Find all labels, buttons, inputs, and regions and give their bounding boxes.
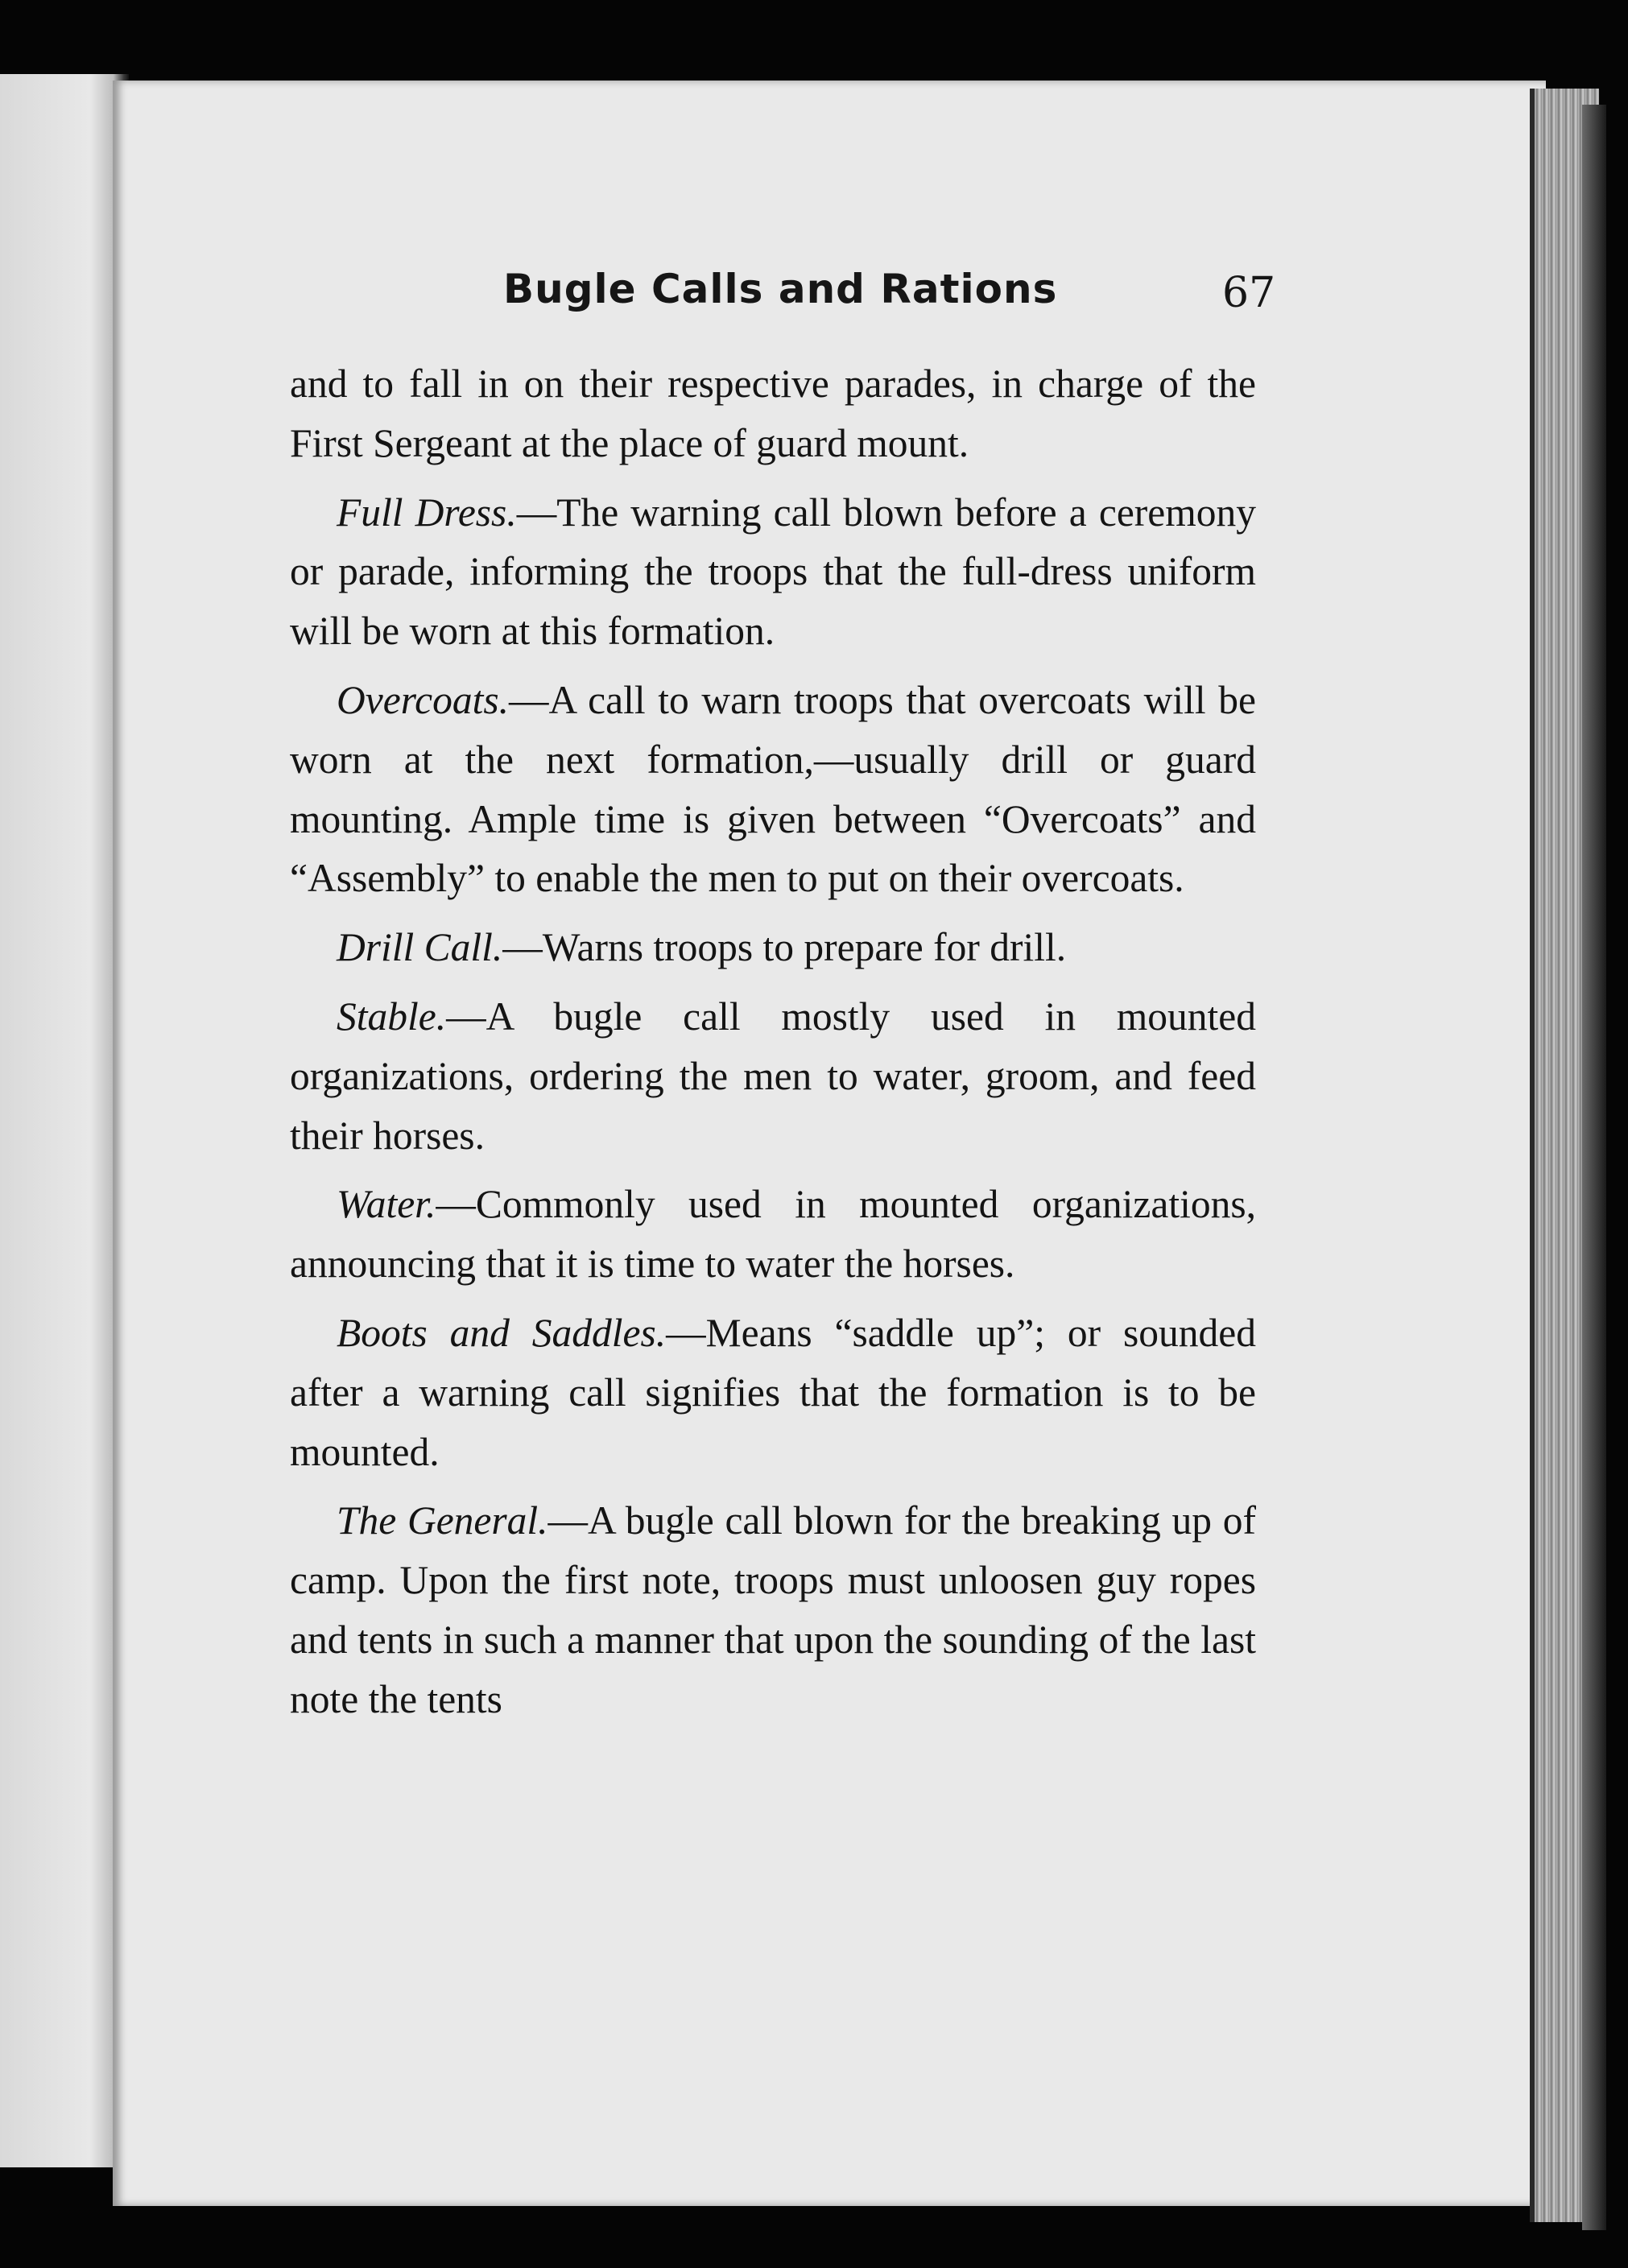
paragraph-text: —A bugle call blown for the breaking up of camp. Upon the first note, troops must unloosen guy ropes and tents in such a manner that upon the sounding of the last note the tents: [290, 1498, 1256, 1721]
running-head: [290, 266, 1276, 330]
paragraph-water: [290, 1175, 1256, 1294]
page-edge-shadow: [1582, 105, 1606, 2230]
paragraph-stable: [290, 987, 1256, 1165]
paragraph-text: —Commonly used in mounted organizations, announcing that it is time to water the horses.: [290, 1182, 1256, 1287]
paragraph-text: —The warning call blown before a ceremony or parade, informing the troops that the full-dress uniform will be worn at this formation.: [290, 490, 1256, 654]
paragraph-boots-and-saddles: [290, 1303, 1256, 1481]
paragraph-the-general: [290, 1491, 1256, 1729]
paragraph-text: and to fall in on their respective parades, in charge of the First Sergeant at the place of guard mount.: [290, 361, 1256, 465]
paragraph-term: Stable.: [337, 994, 447, 1039]
paragraph-drill-call: [290, 918, 1256, 977]
facing-page-edge: [0, 74, 129, 2167]
paragraph-overcoats: [290, 671, 1256, 908]
paragraph-full-dress: [290, 483, 1256, 661]
paragraph-term: Boots and Saddles.: [337, 1310, 667, 1355]
paragraph-term: Full Dress.: [337, 490, 517, 535]
paragraph-text: —A bugle call mostly used in mounted organizations, ordering the men to water, groom, and feed their horses.: [290, 994, 1256, 1158]
paragraph-term: Water.: [337, 1182, 436, 1227]
paragraph-term: The General.: [337, 1498, 548, 1543]
page-number: 67: [1222, 269, 1276, 317]
paragraph-text: —A call to warn troops that overcoats will be worn at the next formation,—usually drill or guard mounting. Ample time is given between “Overcoats” and “Assembly” to enable the men to put on their overcoats.: [290, 677, 1256, 901]
paragraph-term: Overcoats.: [337, 677, 509, 722]
body-text: [290, 354, 1256, 1739]
paragraph-term: Drill Call.: [337, 925, 503, 970]
paragraph-text: —Means “saddle up”; or sounded after a warning call signifies that the formation is to be mounted.: [290, 1310, 1256, 1474]
paragraph-continuation: [290, 354, 1256, 473]
paragraph-text: —Warns troops to prepare for drill.: [502, 925, 1067, 970]
running-title: Bugle Calls and Rations: [503, 266, 1058, 312]
